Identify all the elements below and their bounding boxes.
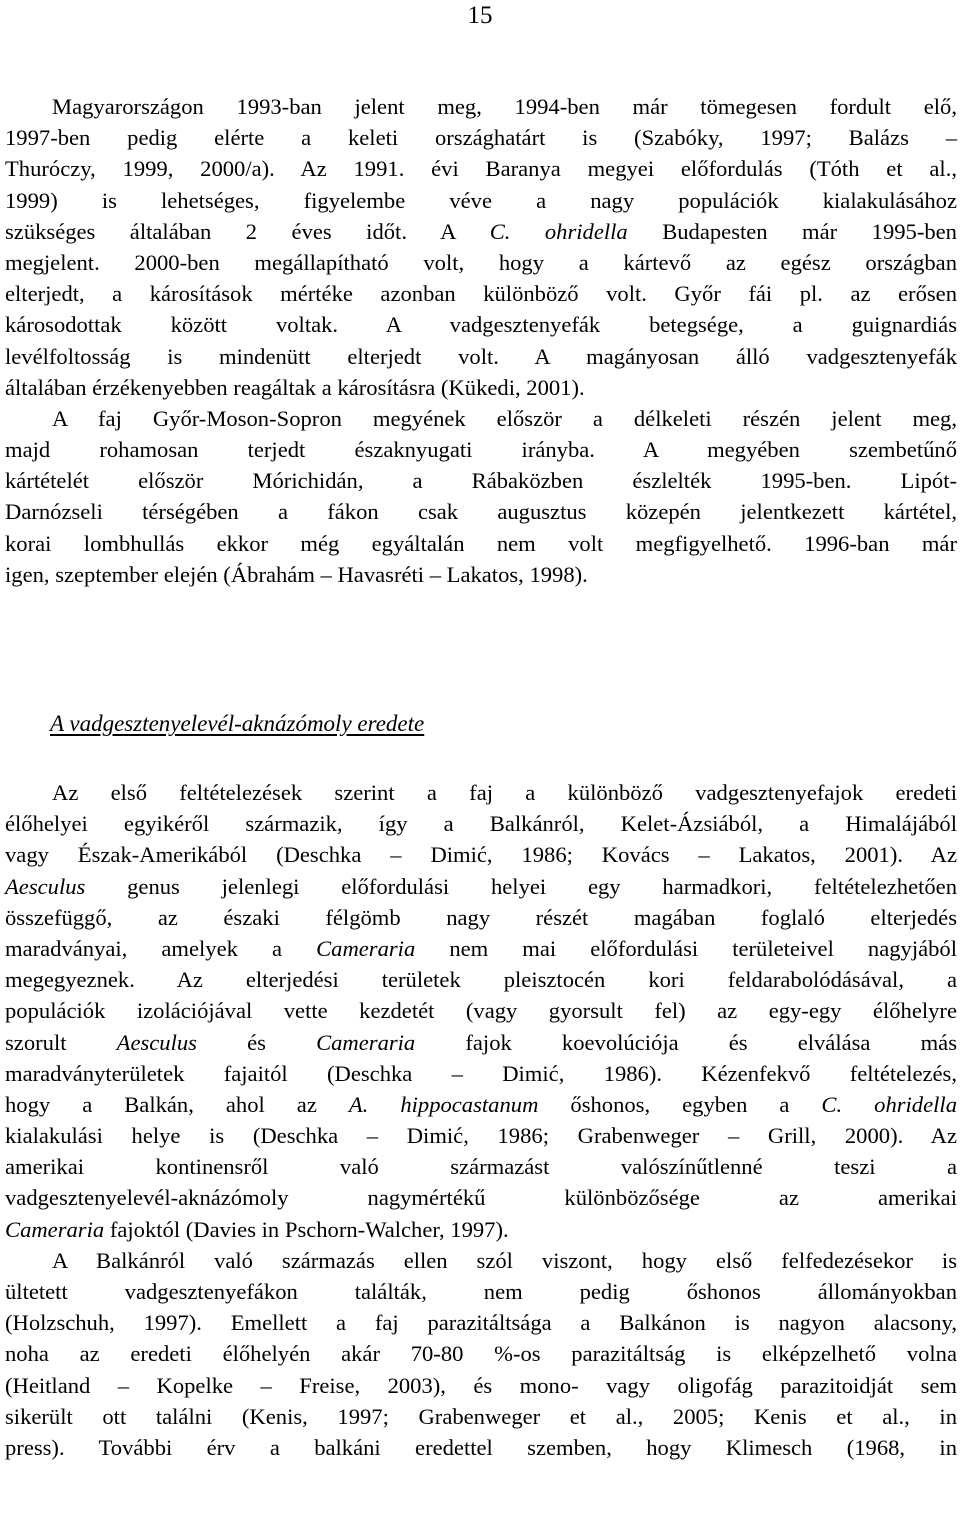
paragraph-group-1 [5,91,957,590]
text-line: A faj Győr-Moson-Sopron megyének először a délkeleti részén jelent meg, [52,405,957,431]
text-line: maradványai, amelyek a Cameraria nem mai előfordulási területeivel nagyjából [5,935,958,961]
text-line: (Heitland – Kopelke – Freise, 2003), és mono- vagy oligofág parazitoidját sem [5,1372,957,1398]
text-line: 1997-ben pedig elérte a keleti országhatárt is (Szabóky, 1997; Balázs – [5,125,957,151]
text-line: vadgesztenyelevél-aknázómoly nagymértékű különbözősége az amerikai [5,1185,957,1211]
text-line: korai lombhullás ekkor még egyáltalán nem volt megfigyelhető. 1996-ban már [5,530,957,556]
paragraph-group-2 [5,777,957,1463]
page-number: 15 [467,2,493,29]
text-line: majd rohamosan terjedt északnyugati irányba. A megyében szembetűnő [5,437,957,463]
text-line: kialakulási helye is (Deschka – Dimić, 1986; Grabenweger – Grill, 2000). Az [5,1123,957,1149]
text-line: Thuróczy, 1999, 2000/a). Az 1991. évi Baranya megyei előfordulás (Tóth et al., [5,156,957,182]
text-line: károsodottak között voltak. A vadgesztenyefák betegsége, a guignardiás [5,312,957,338]
text-line: összefüggő, az északi félgömb nagy részét magában foglaló elterjedés [5,904,957,930]
text-line: maradványterületek fajaitól (Deschka – Dimić, 1986). Kézenfekvő feltételezés, [5,1060,957,1086]
text-line: megjelent. 2000-ben megállapítható volt, hogy a kártevő az egész országban [5,249,957,275]
text-line: sikerült ott találni (Kenis, 1997; Grabenweger et al., 2005; Kenis et al., in [5,1403,957,1429]
text-line: Az első feltételezések szerint a faj a különböző vadgesztenyefajok eredeti [52,780,957,805]
text-line: hogy a Balkán, ahol az A. hippocastanum őshonos, egyben a C. ohridella [5,1091,957,1117]
text-line: élőhelyei egyikéről származik, így a Balkánról, Kelet-Ázsiából, a Himalájából [5,811,957,837]
text-line: kártételét először Mórichidán, a Rábaközben észlelték 1995-ben. Lipót- [5,468,957,494]
text-line: populációk izolációjával vette kezdetét (vagy gyorsult fel) az egy-egy élőhelyre [5,998,957,1024]
text-line: vagy Észak-Amerikából (Deschka – Dimić, 1986; Kovács – Lakatos, 2001). Az [5,842,957,868]
text-line: press). További érv a balkáni eredettel szemben, hogy Klimesch (1968, in [5,1434,957,1460]
text-line: általában érzékenyebben reagáltak a károsításra (Kükedi, 2001). [5,374,585,400]
text-line: noha az eredeti élőhelyén akár 70-80 %-os parazitáltság is elképzelhető volna [5,1341,957,1367]
text-line: szorult Aesculus és Cameraria fajok koevolúciója és elválása más [5,1029,957,1055]
text-line: 1999) is lehetséges, figyelembe véve a nagy populációk kialakulásához [5,187,957,213]
text-line: A Balkánról való származás ellen szól viszont, hogy első felfedezésekor is [52,1247,957,1273]
text-line: Aesculus genus jelenlegi előfordulási helyei egy harmadkori, feltételezhetően [5,873,957,899]
text-line: megegyeznek. Az elterjedési területek pleisztocén kori feldarabolódásával, a [5,967,957,993]
text-line: levélfoltosság is mindenütt elterjedt volt. A magányosan álló vadgesztenyefák [5,343,957,369]
section-heading: A vadgesztenyelevél-aknázómoly eredete [50,711,425,736]
text-line: (Holzschuh, 1997). Emellett a faj parazitáltsága a Balkánon is nagyon alacsony, [5,1310,957,1336]
text-line: Magyarországon 1993-ban jelent meg, 1994-ben már tömegesen fordult elő, [52,94,957,119]
text-line: szükséges általában 2 éves időt. A C. ohridella Budapesten már 1995-ben [5,218,957,244]
text-line: elterjedt, a károsítások mértéke azonban különböző volt. Győr fái pl. az erősen [5,281,957,307]
text-line: Cameraria fajoktól (Davies in Pschorn-Walcher, 1997). [5,1216,509,1242]
text-line: ültetett vadgesztenyefákon találták, nem pedig őshonos állományokban [5,1279,957,1304]
text-line: igen, szeptember elején (Ábrahám – Havasréti – Lakatos, 1998). [5,561,588,587]
text-line: amerikai kontinensről való származást valószínűtlenné teszi a [5,1154,957,1180]
text-line: Darnózseli térségében a fákon csak augusztus közepén jelentkezett kártétel, [5,499,957,525]
